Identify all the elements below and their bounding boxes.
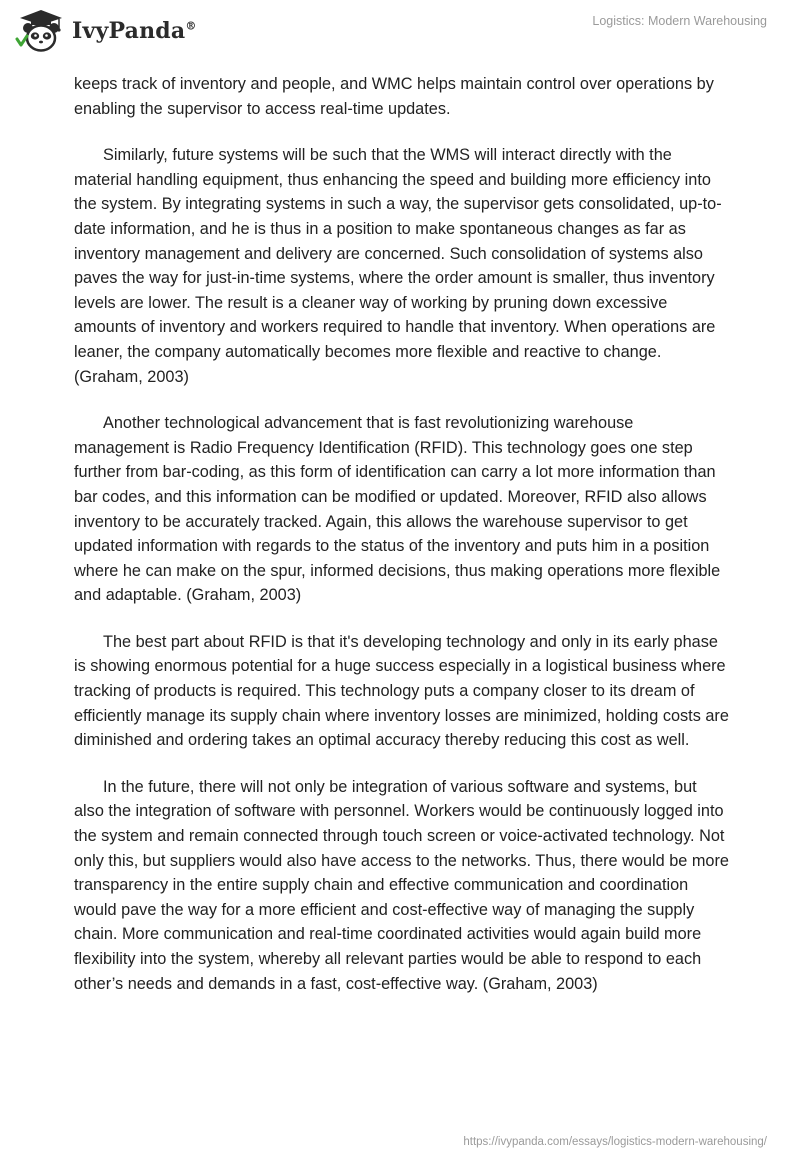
brand-name: IvyPanda® (72, 18, 197, 44)
paragraph: Similarly, future systems will be such that the WMS will interact directly with the material handling equipment, thus enhancing the speed and building more efficiency into the system. By integrating systems in such a way, the supervisor gets consolidated, up-to-date information, and he is thus in a position to make spontaneous changes as far as inventory management and delivery are concerned. Such consolidation of systems also paves the way for just-in-time systems, where the order amount is smaller, thus inventory levels are lower. The result is a cleaner way of working by pruning down excessive amounts of inventory and workers required to handle that inventory. When operations are leaner, the company automatically becomes more flexible and reactive to change. (Graham, 2003) (74, 146, 722, 386)
panda-graduate-icon (14, 8, 66, 54)
essay-body (74, 72, 730, 1018)
paragraph: keeps track of inventory and people, and WMC helps maintain control over operations by enabling the supervisor to access real-time updates. (74, 75, 714, 118)
paragraph: The best part about RFID is that it's developing technology and only in its early phase is showing enormous potential for a huge success especially in a logistical business where tracking of products is required. This technology puts a company closer to its dream of efficiently manage its supply chain where inventory losses are minimized, holding costs are diminished and ordering takes an optimal accuracy thereby reducing this cost as well. (74, 632, 729, 750)
paragraph: In the future, there will not only be integration of various software and systems, but also the integration of software with personnel. Workers would be continuously logged into the system and remain connected through touch screen or voice-activated technology. Not only this, but suppliers would also have access to the networks. Thus, there would be more transparency in the entire supply chain and effective communication and coordination would pave the way for a more efficient and cost-effective way of managing the supply chain. More communication and real-time coordinated activities would again build more flexibility into the system, whereby all relevant parties would be able to respond to each other’s needs and demands in a fast, cost-effective way. (Graham, 2003) (74, 777, 729, 993)
source-url-link[interactable]: https://ivypanda.com/essays/logistics-modern-warehousing/ (463, 1136, 767, 1148)
page-header (0, 0, 800, 70)
paragraph: Another technological advancement that is fast revolutionizing warehouse management is Radio Frequency Identification (RFID). This technology goes one step further from bar-coding, as this form of identification can carry a lot more information than bar codes, and this information can be modified or updated. Moreover, RFID also allows inventory to be accurately tracked. Again, this allows the warehouse supervisor to get updated information with regards to the status of the inventory and puts him in a position where he can make on the spur, informed decisions, thus making operations more flexible and adaptable. (Graham, 2003) (74, 414, 721, 605)
document-title: Logistics: Modern Warehousing (592, 14, 767, 28)
ivypanda-logo[interactable] (14, 8, 197, 54)
